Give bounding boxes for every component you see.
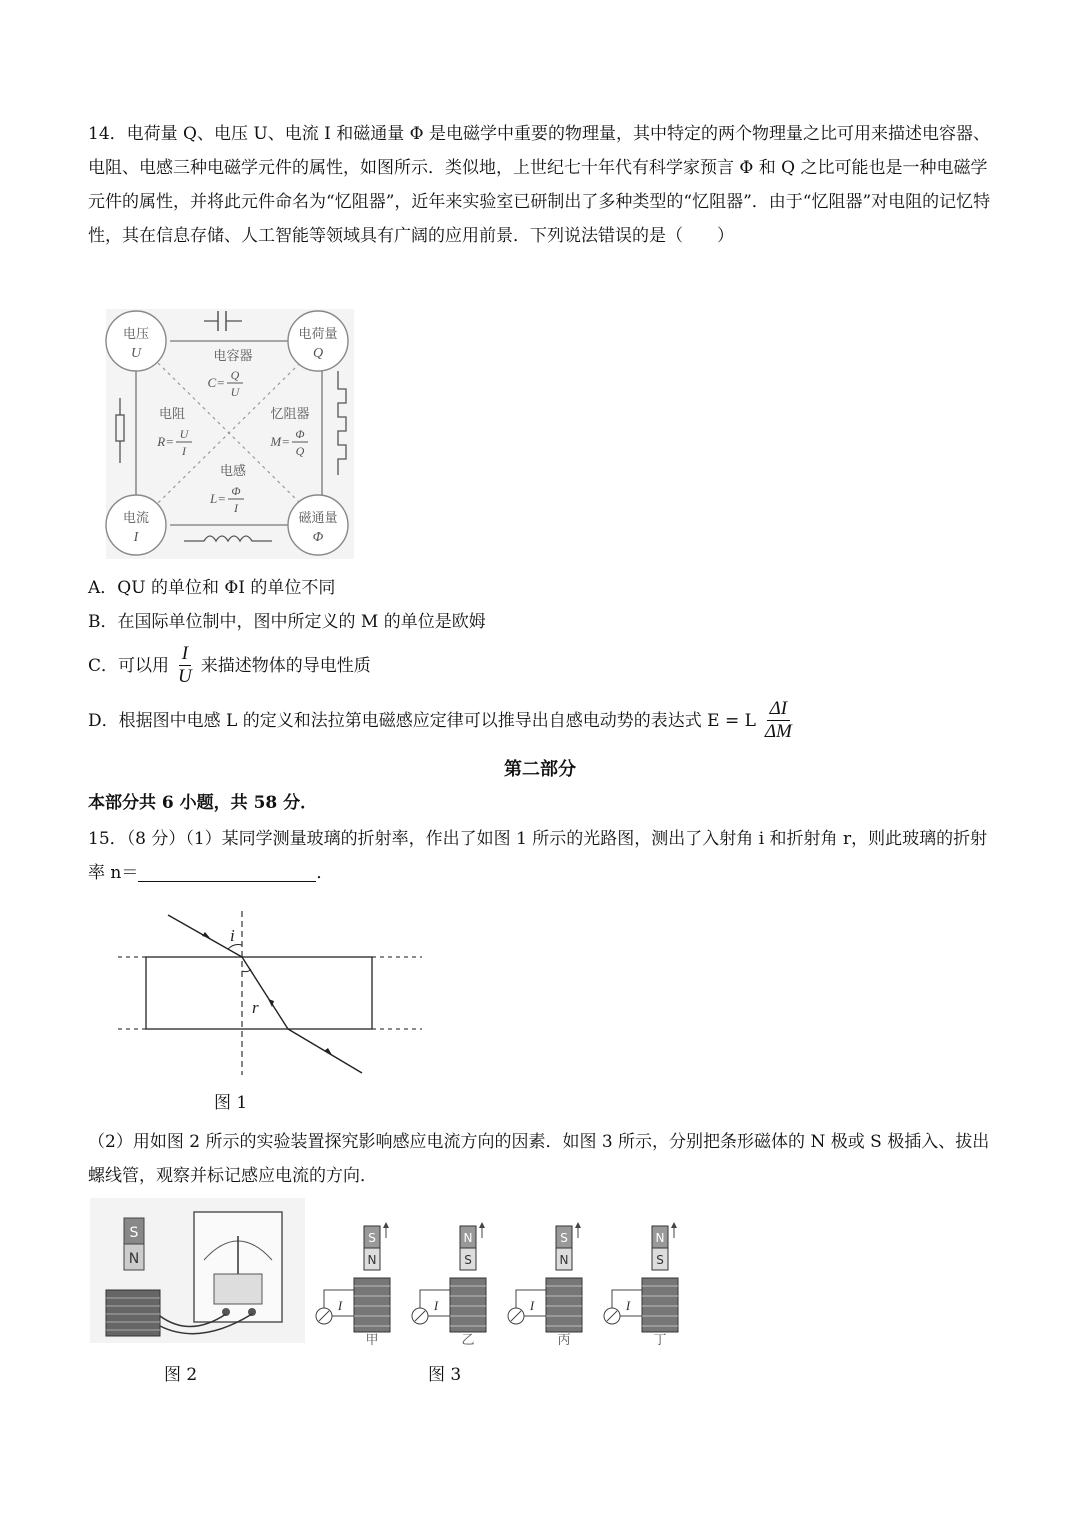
- svg-text:I: I: [234, 501, 238, 515]
- magnet-pole-top: S: [368, 1231, 376, 1245]
- bar-magnet: [124, 1218, 144, 1270]
- figure-1-caption: 图 1: [214, 1093, 248, 1113]
- svg-text:U: U: [179, 427, 189, 441]
- figure-1-refraction: [110, 905, 430, 1080]
- node-charge: [288, 311, 348, 371]
- node-voltage-label: 电压: [122, 327, 150, 342]
- option-c-fraction: $\frac{I}{U}$: [178, 643, 192, 687]
- svg-text:C=: C=: [207, 375, 225, 390]
- solenoid-coil: [106, 1290, 160, 1336]
- svg-text:I: I: [182, 444, 186, 458]
- section-subtitle: 本部分共 6 小题，共 58 分．: [88, 793, 318, 813]
- galvanometer: [194, 1212, 282, 1322]
- node-flux: [288, 495, 348, 555]
- angle-r-label: r: [252, 998, 259, 1017]
- current-label: I: [625, 1298, 631, 1313]
- svg-text:N: N: [128, 1251, 140, 1267]
- current-label: I: [433, 1298, 439, 1313]
- magnet-pole-bottom: S: [464, 1253, 472, 1267]
- svg-text:S: S: [129, 1225, 139, 1241]
- panel-label: 丙: [557, 1333, 571, 1348]
- node-flux-label: 磁通量: [298, 511, 338, 526]
- question-15-part2: （2）用如图 2 所示的实验装置探究影响感应电流方向的因素．如图 3 所示，分别把条形磁体的 N 极或 S 极插入、拔出螺线管，观察并标记感应电流的方向．: [88, 1132, 990, 1186]
- section-title: 第二部分: [504, 759, 576, 780]
- figure-2-apparatus: [90, 1198, 305, 1343]
- option-c: [88, 643, 371, 688]
- coil-panel: [412, 1222, 486, 1348]
- angle-i-label: i: [230, 926, 235, 945]
- option-b: B．在国际单位制中，图中所定义的 M 的单位是欧姆: [88, 612, 486, 632]
- option-d: [88, 698, 795, 743]
- svg-text:电感: 电感: [219, 464, 247, 479]
- svg-text:电容器: 电容器: [213, 349, 253, 364]
- magnet-pole-top: S: [560, 1231, 568, 1245]
- svg-text:忆阻器: 忆阻器: [270, 407, 310, 422]
- svg-text:L=: L=: [209, 491, 226, 506]
- current-label: I: [337, 1298, 343, 1313]
- node-current-symbol: I: [133, 530, 139, 545]
- svg-text:Φ: Φ: [231, 484, 241, 498]
- answer-blank[interactable]: [138, 861, 316, 882]
- node-current: [106, 495, 166, 555]
- figure-3-caption: 图 3: [428, 1365, 462, 1385]
- option-c-prefix: C．可以用: [88, 655, 170, 676]
- option-d-fraction: $\frac{\Delta I}{\Delta M}$: [764, 698, 792, 742]
- svg-text:M=: M=: [270, 434, 290, 449]
- svg-text:Q: Q: [295, 444, 305, 458]
- node-flux-symbol: Φ: [312, 530, 324, 545]
- coil-panel: [604, 1222, 678, 1348]
- question-15-part1: 15．（8 分）（1）某同学测量玻璃的折射率，作出了如图 1 所示的光路图，测出了入射角 i 和折射角 r，则此玻璃的折射率 n＝ ．: [88, 829, 988, 883]
- svg-text:Φ: Φ: [295, 427, 305, 441]
- magnet-pole-bottom: N: [559, 1253, 569, 1267]
- option-c-suffix: 来描述物体的导电性质: [200, 655, 371, 676]
- node-charge-label: 电荷量: [298, 327, 338, 342]
- magnet-pole-bottom: N: [367, 1253, 377, 1267]
- option-a: A．QU 的单位和 ΦI 的单位不同: [88, 578, 336, 598]
- figure-3-coils: [310, 1218, 694, 1348]
- svg-text:电阻: 电阻: [158, 407, 186, 422]
- node-charge-symbol: Q: [312, 346, 324, 361]
- panel-label: 甲: [365, 1333, 379, 1348]
- node-voltage: [106, 311, 166, 371]
- coil-panel: [508, 1222, 582, 1348]
- option-d-prefix: D．根据图中电感 L 的定义和法拉第电磁感应定律可以推导出自感电动势的表达式 E = L: [88, 710, 756, 731]
- svg-text:R=: R=: [157, 434, 174, 449]
- glass-block: [146, 957, 372, 1029]
- refracted-ray: [242, 957, 288, 1029]
- magnet-pole-bottom: S: [656, 1253, 664, 1267]
- figure-2-caption: 图 2: [164, 1365, 198, 1385]
- magnet-pole-top: N: [655, 1231, 665, 1245]
- coil-panel: [316, 1222, 390, 1348]
- panel-label: 乙: [461, 1333, 475, 1348]
- current-label: I: [529, 1298, 535, 1313]
- node-current-label: 电流: [122, 511, 150, 526]
- magnet-pole-top: N: [463, 1231, 473, 1245]
- panel-label: 丁: [653, 1333, 667, 1348]
- svg-text:Q: Q: [230, 368, 240, 382]
- question-14-text: 14．电荷量 Q、电压 U、电流 I 和磁通量 Φ 是电磁学中重要的物理量，其中特定的两个物理量之比可用来描述电容器、电阻、电感三种电磁学元件的属性，如图所示．类似地，上世纪七十年代有科学家预言 Φ 和 Q 之比可能也是一种电磁学元件的属性，并将此元件命名为“忆阻器”，近年来实验室已研制出了多种类型的“忆阻器”．由于“忆阻器”对电阻的记忆特性，其在信息存储、人工智能等领域具有广阔的应用前景．下列说法错误的是（ ）: [88, 124, 991, 246]
- node-voltage-symbol: U: [130, 346, 142, 361]
- electromagnetic-elements-diagram: [100, 303, 360, 565]
- svg-text:U: U: [230, 385, 240, 399]
